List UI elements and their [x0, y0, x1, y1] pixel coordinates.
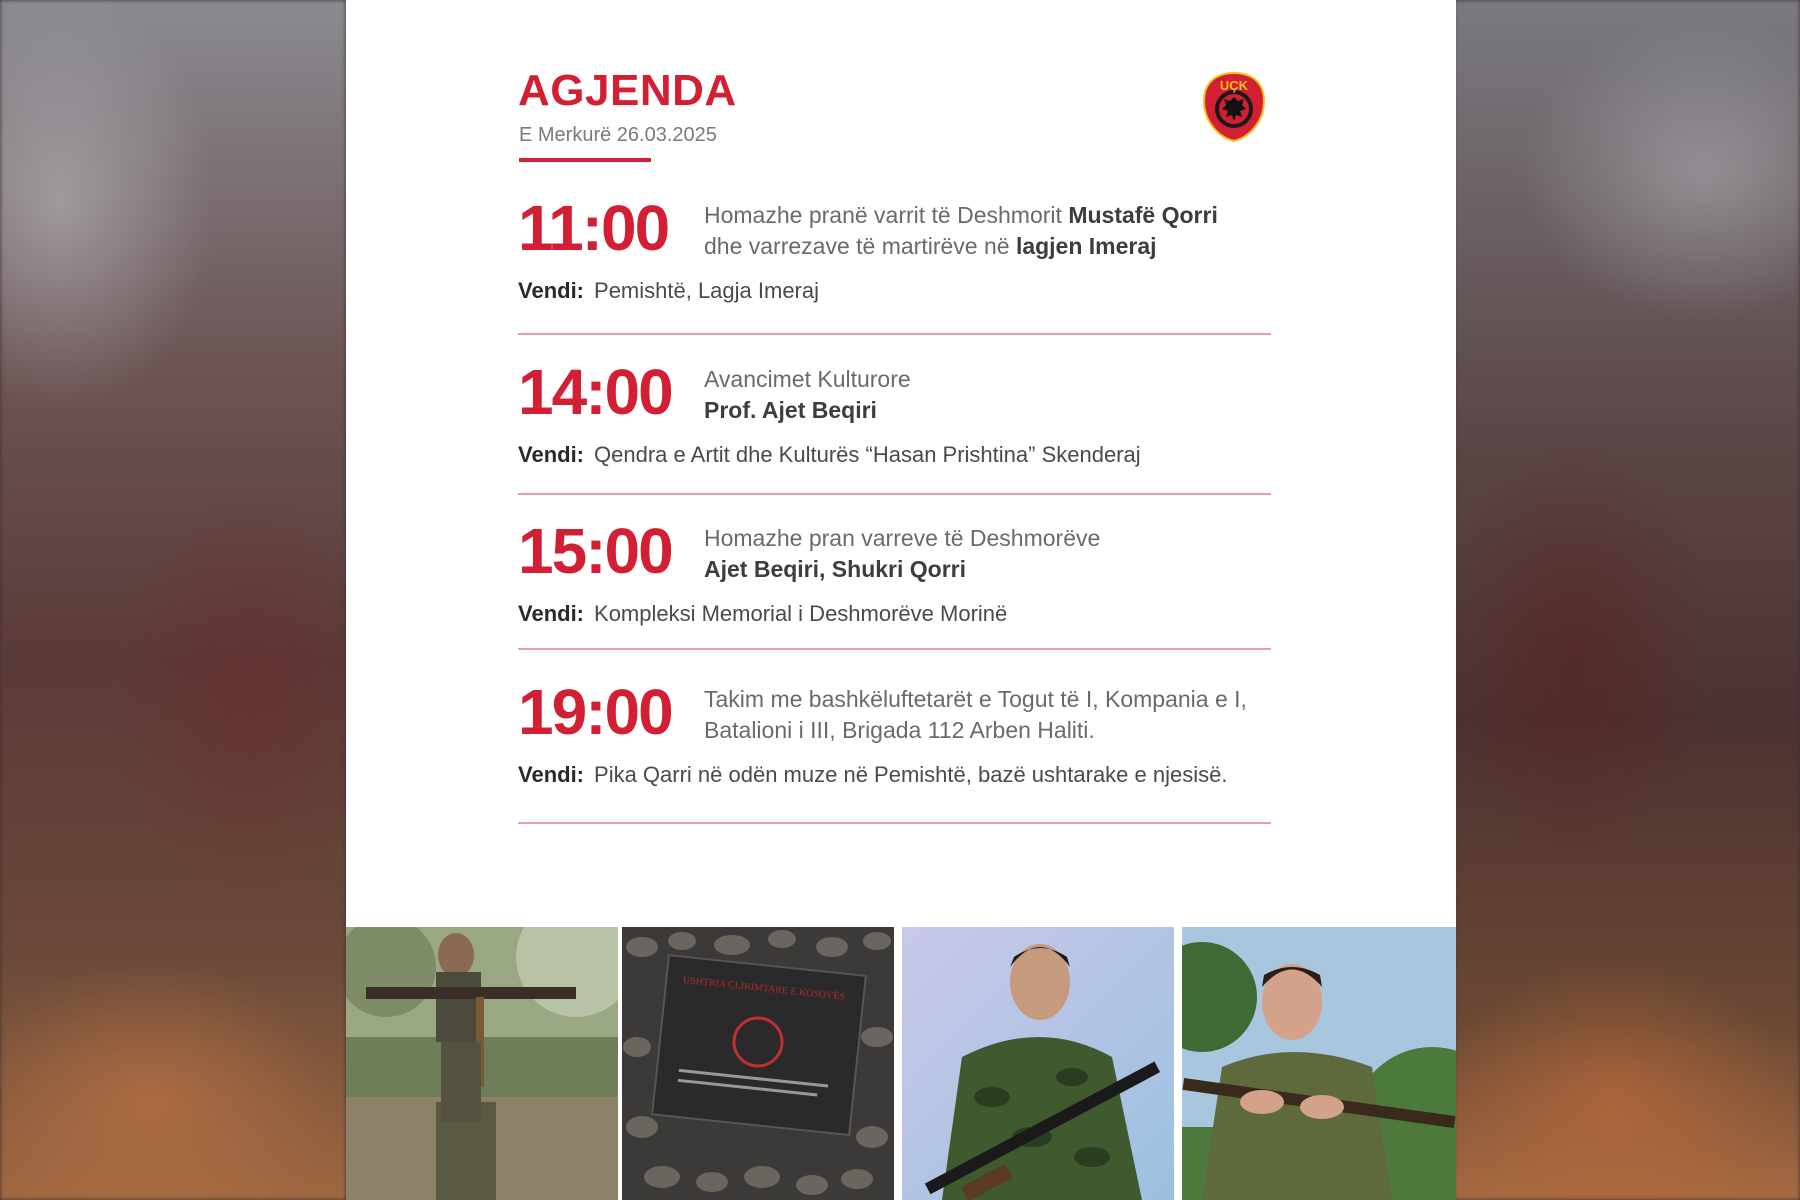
- photo-soldier-forest: [346, 927, 618, 1200]
- separator-line: [518, 493, 1271, 495]
- separator-line: [518, 822, 1271, 824]
- blurred-background-left: [0, 0, 346, 1200]
- separator-line: [518, 648, 1271, 650]
- plaque-title: USHTRIA ÇLIRIMTARE E KOSOVËS: [682, 974, 846, 1003]
- poster-title: AGJENDA: [518, 66, 737, 115]
- photo-strip: [346, 927, 1456, 1200]
- separator-line: [518, 333, 1271, 335]
- agenda-venue: Vendi: Pemishtë, Lagja Imeraj: [518, 278, 820, 303]
- agenda-venue: Vendi: Kompleksi Memorial i Deshmorëve Morinë: [518, 601, 1008, 626]
- title-underline: [519, 158, 651, 162]
- uck-emblem-icon: [1202, 71, 1266, 143]
- photo-soldier-portrait: [902, 927, 1174, 1200]
- agenda-description: Takim me bashkëluftetarët e Togut të I, Kompania e I, Batalioni i III, Brigada 112 Arben Haliti.: [704, 686, 1247, 743]
- agenda-time: 11:00: [518, 192, 669, 264]
- agenda-venue: Vendi: Qendra e Artit dhe Kulturës “Hasan Prishtina” Skenderaj: [518, 442, 1141, 467]
- agenda-description: Homazhe pran varreve të Deshmorëve Ajet Beqiri, Shukri Qorri: [704, 525, 1101, 582]
- agenda-description: Avancimet Kulturore Prof. Ajet Beqiri: [704, 366, 911, 423]
- blurred-background-right: [1454, 0, 1800, 1200]
- logo-text: UÇK: [1219, 78, 1249, 93]
- agenda-description: Homazhe pranë varrit të Deshmorit Mustafë Qorri dhe varrezave të martirëve në lagjen Imeraj: [704, 202, 1218, 259]
- photo-memorial-plaque: [622, 927, 894, 1200]
- photo-soldier-rifle: [1182, 927, 1456, 1200]
- agenda-poster: [346, 0, 1456, 1200]
- agenda-time: 19:00: [518, 676, 672, 748]
- agenda-time: 15:00: [518, 515, 672, 587]
- agenda-time: 14:00: [518, 356, 672, 428]
- agenda-venue: Vendi: Pika Qarri në odën muze në Pemishtë, bazë ushtarake e njesisë.: [518, 762, 1228, 787]
- poster-date: E Merkurë 26.03.2025: [519, 124, 717, 146]
